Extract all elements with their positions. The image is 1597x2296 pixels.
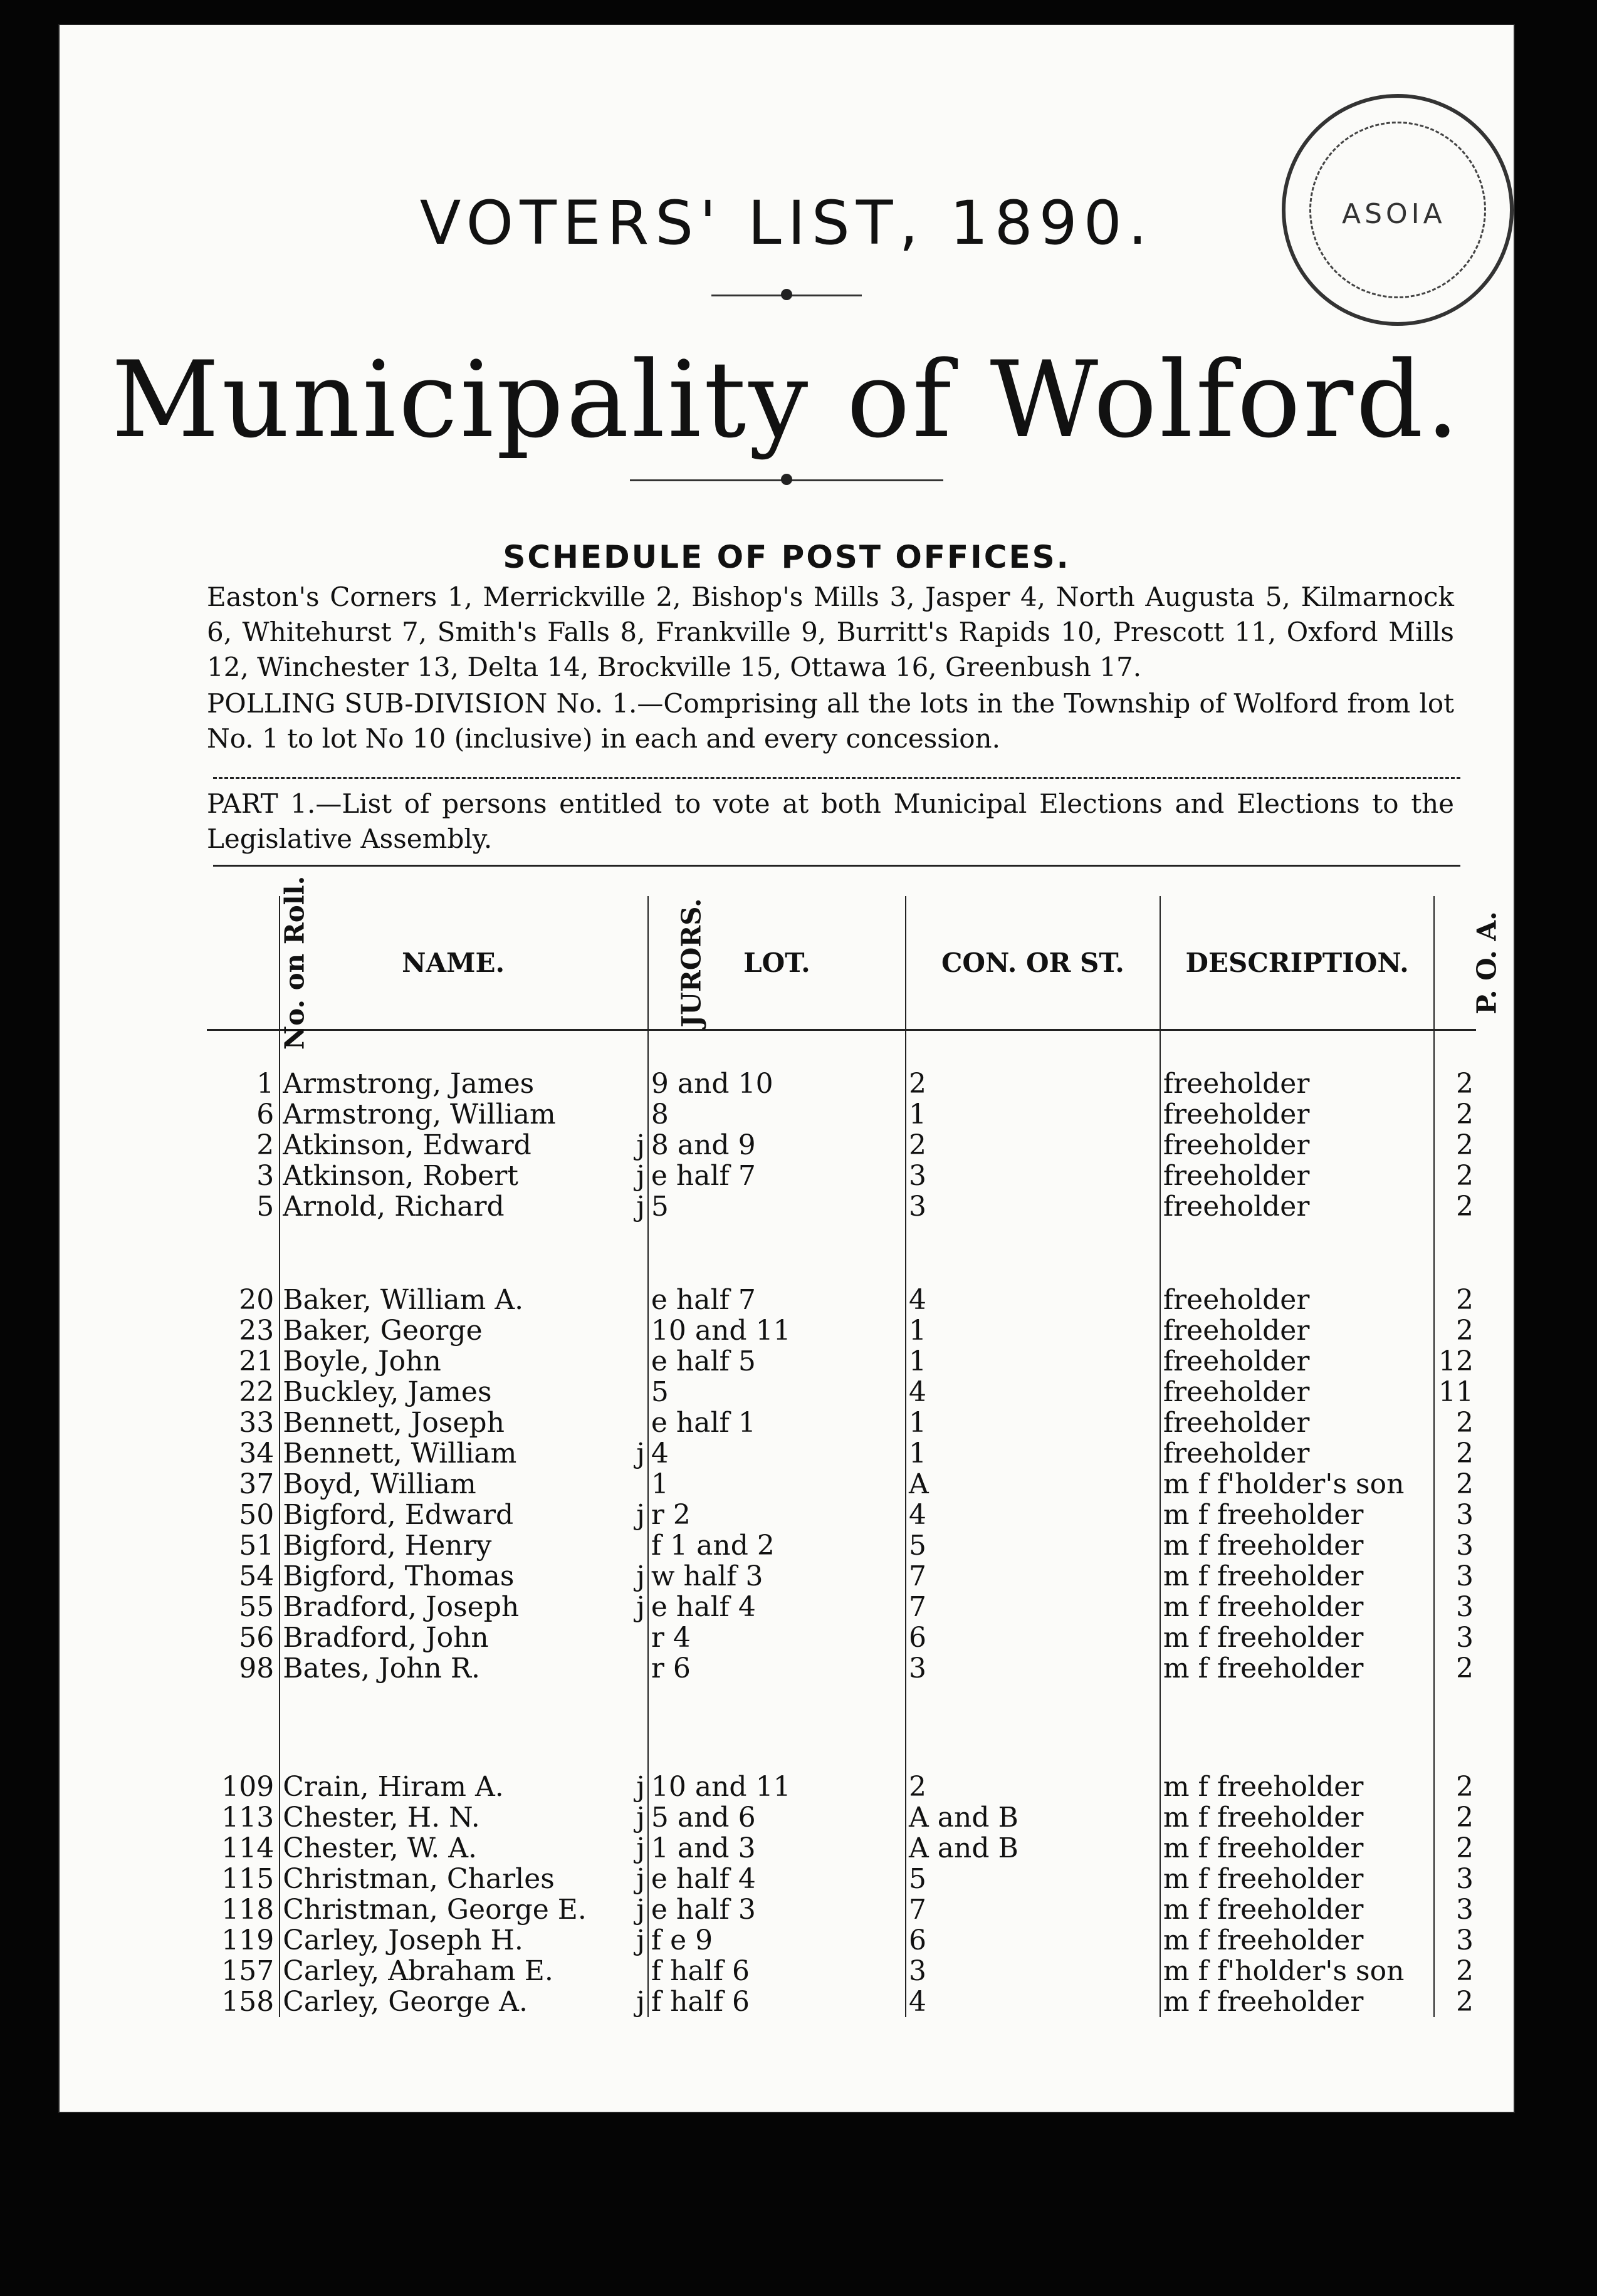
concession-cell: 6: [906, 1925, 1160, 1956]
table-row: [207, 1099, 1476, 1130]
table-row: [207, 1469, 1476, 1500]
post-office-cell: 2: [1456, 1130, 1474, 1161]
concession-cell: 6: [906, 1622, 1160, 1653]
roll-number-cell: 20: [207, 1285, 280, 1315]
description-cell: freeholder: [1160, 1191, 1435, 1222]
concession-cell: 5: [906, 1530, 1160, 1561]
ornament-dot-bottom: [781, 474, 792, 485]
roll-number-cell: 23: [207, 1315, 280, 1346]
concession-cell: 3: [906, 1161, 1160, 1191]
roll-number-cell: 55: [207, 1592, 280, 1622]
post-office-cell: 2: [1456, 1772, 1474, 1802]
voter-name-cell: Carley, George A.: [283, 1986, 528, 2017]
table-row: [207, 1772, 1476, 1802]
group-spacer: [207, 1030, 1476, 1069]
table-row: [207, 1285, 1476, 1315]
juror-mark-cell: j: [626, 1191, 648, 1222]
description-cell: m f freeholder: [1160, 1500, 1435, 1530]
spacer-cell: [906, 1030, 1160, 1069]
description-cell: m f freeholder: [1160, 1592, 1435, 1622]
roll-number-cell: 6: [207, 1099, 280, 1130]
juror-mark-cell: j: [626, 1802, 648, 1833]
description-cell: freeholder: [1160, 1285, 1435, 1315]
table-row: [207, 1925, 1476, 1956]
col-header-no-on-roll: No. on Roll.: [207, 896, 280, 1030]
spacer-cell: [1434, 1222, 1476, 1285]
spacer-cell: [1160, 1222, 1435, 1285]
description-cell: freeholder: [1160, 1407, 1435, 1438]
lot-cell: 8: [648, 1099, 906, 1130]
description-cell: m f freeholder: [1160, 1925, 1435, 1956]
table-row: [207, 1315, 1476, 1346]
post-office-cell: 3: [1456, 1592, 1474, 1622]
table-row: [207, 1864, 1476, 1894]
spacer-cell: [1160, 1030, 1435, 1069]
col-header-jurors: JURORS.: [626, 896, 648, 1030]
description-cell: m f f'holder's son: [1160, 1469, 1435, 1500]
lot-cell: f 1 and 2: [648, 1530, 906, 1561]
post-office-cell: 3: [1456, 1500, 1474, 1530]
lot-cell: f e 9: [648, 1925, 906, 1956]
table-row: [207, 1802, 1476, 1833]
roll-number-cell: 33: [207, 1407, 280, 1438]
concession-cell: 7: [906, 1561, 1160, 1592]
ornament-dot-top: [781, 289, 792, 300]
lot-cell: 1: [648, 1469, 906, 1500]
concession-cell: 1: [906, 1438, 1160, 1469]
post-office-cell: 2: [1456, 1802, 1474, 1833]
table-row: [207, 1377, 1476, 1407]
table-row: [207, 1986, 1476, 2017]
juror-mark-cell: [626, 1956, 648, 1986]
juror-mark-cell: j: [626, 1130, 648, 1161]
roll-number-cell: 114: [207, 1833, 280, 1864]
spacer-cell: [207, 1222, 280, 1285]
spacer-cell: [648, 1684, 906, 1772]
concession-cell: 5: [906, 1864, 1160, 1894]
concession-cell: 7: [906, 1592, 1160, 1622]
concession-cell: 2: [906, 1772, 1160, 1802]
voter-name-cell: Baker, George: [283, 1315, 483, 1346]
juror-mark-cell: [626, 1622, 648, 1653]
voter-name-cell: Boyd, William: [283, 1469, 476, 1500]
table-row: [207, 1653, 1476, 1684]
lot-cell: 4: [648, 1438, 906, 1469]
spacer-cell: [207, 1684, 280, 1772]
table-row: [207, 1561, 1476, 1592]
concession-cell: 3: [906, 1191, 1160, 1222]
concession-cell: 4: [906, 1377, 1160, 1407]
concession-cell: 3: [906, 1653, 1160, 1684]
juror-mark-cell: j: [626, 1894, 648, 1925]
voter-name-cell: Crain, Hiram A.: [283, 1772, 504, 1802]
table-row: [207, 1833, 1476, 1864]
spacer-cell: [280, 1684, 626, 1772]
juror-mark-cell: j: [626, 1561, 648, 1592]
table-top-rule: [213, 865, 1460, 867]
lot-cell: r 4: [648, 1622, 906, 1653]
voter-name-cell: Carley, Abraham E.: [283, 1956, 553, 1986]
roll-number-cell: 22: [207, 1377, 280, 1407]
voters-table: [207, 875, 1503, 2017]
juror-mark-cell: j: [626, 1864, 648, 1894]
voter-name-cell: Boyle, John: [283, 1346, 441, 1377]
roll-number-cell: 118: [207, 1894, 280, 1925]
roll-number-cell: 157: [207, 1956, 280, 1986]
post-office-cell: 2: [1456, 1956, 1474, 1986]
roll-number-cell: 37: [207, 1469, 280, 1500]
table-row: [207, 1068, 1476, 1099]
spacer-cell: [648, 1030, 906, 1069]
description-cell: m f f'holder's son: [1160, 1956, 1435, 1986]
roll-number-cell: 115: [207, 1864, 280, 1894]
roll-number-cell: 5: [207, 1191, 280, 1222]
voter-name-cell: Bigford, Edward: [283, 1500, 514, 1530]
voter-name-cell: Bennett, William: [283, 1438, 517, 1469]
description-cell: freeholder: [1160, 1099, 1435, 1130]
roll-number-cell: 3: [207, 1161, 280, 1191]
description-cell: m f freeholder: [1160, 1622, 1435, 1653]
lot-cell: 5 and 6: [648, 1802, 906, 1833]
lot-cell: r 2: [648, 1500, 906, 1530]
description-cell: m f freeholder: [1160, 1653, 1435, 1684]
juror-mark-cell: [626, 1377, 648, 1407]
description-cell: m f freeholder: [1160, 1530, 1435, 1561]
description-cell: m f freeholder: [1160, 1772, 1435, 1802]
post-office-cell: 3: [1456, 1894, 1474, 1925]
post-office-cell: 3: [1456, 1530, 1474, 1561]
table-row: [207, 1592, 1476, 1622]
roll-number-cell: 158: [207, 1986, 280, 2017]
roll-number-cell: 2: [207, 1130, 280, 1161]
table-row: [207, 1130, 1476, 1161]
lot-cell: 10 and 11: [648, 1772, 906, 1802]
voter-name-cell: Arnold, Richard: [283, 1191, 505, 1222]
voter-name-cell: Atkinson, Robert: [283, 1161, 518, 1191]
description-cell: m f freeholder: [1160, 1894, 1435, 1925]
description-cell: freeholder: [1160, 1315, 1435, 1346]
voter-name-cell: Christman, George E.: [283, 1894, 587, 1925]
post-office-cell: 11: [1438, 1377, 1474, 1407]
col-header-description: DESCRIPTION.: [1160, 896, 1435, 1030]
spacer-cell: [906, 1684, 1160, 1772]
description-cell: m f freeholder: [1160, 1833, 1435, 1864]
table-row: [207, 1407, 1476, 1438]
table-row: [207, 1191, 1476, 1222]
lot-cell: f half 6: [648, 1956, 906, 1986]
post-office-cell: 2: [1456, 1068, 1474, 1099]
table-row: [207, 1956, 1476, 1986]
table-row: [207, 1346, 1476, 1377]
lot-cell: e half 4: [648, 1864, 906, 1894]
table-row: [207, 1500, 1476, 1530]
spacer-cell: [1434, 1684, 1476, 1772]
concession-cell: A and B: [906, 1802, 1160, 1833]
roll-number-cell: 34: [207, 1438, 280, 1469]
voter-name-cell: Bradford, John: [283, 1622, 489, 1653]
lot-cell: e half 4: [648, 1592, 906, 1622]
concession-cell: 4: [906, 1500, 1160, 1530]
juror-mark-cell: j: [626, 1925, 648, 1956]
post-office-cell: 2: [1456, 1099, 1474, 1130]
concession-cell: 1: [906, 1315, 1160, 1346]
juror-mark-cell: j: [626, 1592, 648, 1622]
juror-mark-cell: [626, 1285, 648, 1315]
juror-mark-cell: j: [626, 1986, 648, 2017]
juror-mark-cell: [626, 1469, 648, 1500]
post-office-cell: 2: [1456, 1191, 1474, 1222]
description-cell: freeholder: [1160, 1161, 1435, 1191]
roll-number-cell: 21: [207, 1346, 280, 1377]
divider-rule: [213, 777, 1460, 779]
post-office-cell: 3: [1456, 1864, 1474, 1894]
lot-cell: e half 5: [648, 1346, 906, 1377]
table-row: [207, 1894, 1476, 1925]
voter-name-cell: Chester, H. N.: [283, 1802, 480, 1833]
juror-mark-cell: [626, 1099, 648, 1130]
group-spacer: [207, 1222, 1476, 1285]
lot-cell: e half 1: [648, 1407, 906, 1438]
lot-cell: f half 6: [648, 1986, 906, 2017]
concession-cell: A and B: [906, 1833, 1160, 1864]
post-office-cell: 2: [1456, 1285, 1474, 1315]
voter-name-cell: Bates, John R.: [283, 1653, 480, 1684]
voter-name-cell: Bradford, Joseph: [283, 1592, 520, 1622]
juror-mark-cell: [626, 1407, 648, 1438]
spacer-cell: [1434, 1030, 1476, 1069]
description-cell: m f freeholder: [1160, 1986, 1435, 2017]
polling-subdivision: POLLING SUB-DIVISION No. 1.—Comprising all the lots in the Township of Wolford from lot No. 1 to lot No 10 (inclusive) in each and every concession.: [207, 688, 1454, 754]
col-header-name: NAME.: [280, 896, 626, 1030]
voter-name-cell: Armstrong, James: [283, 1068, 535, 1099]
voter-name-cell: Bigford, Thomas: [283, 1561, 515, 1592]
spacer-cell: [280, 1030, 626, 1069]
col-header-poa: P. O. A.: [1434, 896, 1476, 1030]
lot-cell: r 6: [648, 1653, 906, 1684]
lot-cell: 9 and 10: [648, 1068, 906, 1099]
roll-number-cell: 113: [207, 1802, 280, 1833]
roll-number-cell: 50: [207, 1500, 280, 1530]
lot-cell: e half 7: [648, 1285, 906, 1315]
post-office-cell: 2: [1456, 1161, 1474, 1191]
part-heading: PART 1.—List of persons entitled to vote at both Municipal Elections and Elections to the Legislative Assembly.: [207, 788, 1454, 854]
post-office-cell: 3: [1456, 1622, 1474, 1653]
lot-cell: 5: [648, 1191, 906, 1222]
juror-mark-cell: [626, 1653, 648, 1684]
juror-mark-cell: [626, 1530, 648, 1561]
concession-cell: 4: [906, 1986, 1160, 2017]
concession-cell: 7: [906, 1894, 1160, 1925]
spacer-cell: [906, 1222, 1160, 1285]
lot-cell: 1 and 3: [648, 1833, 906, 1864]
table-row: [207, 1438, 1476, 1469]
roll-number-cell: 1: [207, 1068, 280, 1099]
voter-name-cell: Baker, William A.: [283, 1285, 524, 1315]
description-cell: freeholder: [1160, 1130, 1435, 1161]
description-cell: m f freeholder: [1160, 1802, 1435, 1833]
roll-number-cell: 98: [207, 1653, 280, 1684]
post-office-cell: 2: [1456, 1469, 1474, 1500]
voter-name-cell: Buckley, James: [283, 1377, 492, 1407]
document-page: [60, 25, 1514, 2112]
table-row: [207, 1161, 1476, 1191]
juror-mark-cell: j: [626, 1500, 648, 1530]
description-cell: freeholder: [1160, 1068, 1435, 1099]
post-office-cell: 2: [1456, 1653, 1474, 1684]
juror-mark-cell: [626, 1068, 648, 1099]
lot-cell: 8 and 9: [648, 1130, 906, 1161]
lot-cell: 10 and 11: [648, 1315, 906, 1346]
description-cell: freeholder: [1160, 1346, 1435, 1377]
description-cell: m f freeholder: [1160, 1561, 1435, 1592]
voter-name-cell: Atkinson, Edward: [283, 1130, 531, 1161]
description-cell: freeholder: [1160, 1377, 1435, 1407]
post-office-cell: 2: [1456, 1986, 1474, 2017]
municipality-title: Municipality of Wolford.: [111, 338, 1462, 461]
spacer-cell: [1160, 1684, 1435, 1772]
spacer-cell: [626, 1030, 648, 1069]
voter-name-cell: Chester, W. A.: [283, 1833, 478, 1864]
table-row: [207, 1622, 1476, 1653]
concession-cell: 4: [906, 1285, 1160, 1315]
juror-mark-cell: [626, 1346, 648, 1377]
concession-cell: 2: [906, 1068, 1160, 1099]
concession-cell: 1: [906, 1346, 1160, 1377]
post-offices-list: Easton's Corners 1, Merrickville 2, Bishop's Mills 3, Jasper 4, North Augusta 5, Kilmarnock 6, Whitehurst 7, Smith's Falls 8, Frankville 9, Burritt's Rapids 10, Prescott 11, Oxford Mills 12, Winchester 13, Delta 14, Brockville 15, Ottawa 16, Greenbush 17.: [207, 582, 1454, 682]
post-office-cell: 2: [1456, 1438, 1474, 1469]
spacer-cell: [626, 1684, 648, 1772]
post-office-cell: 2: [1456, 1315, 1474, 1346]
table-header-row: [207, 896, 1476, 1030]
concession-cell: 1: [906, 1099, 1160, 1130]
spacer-cell: [280, 1222, 626, 1285]
roll-number-cell: 119: [207, 1925, 280, 1956]
table-row: [207, 1530, 1476, 1561]
post-office-cell: 3: [1456, 1925, 1474, 1956]
concession-cell: 1: [906, 1407, 1160, 1438]
spacer-cell: [626, 1222, 648, 1285]
juror-mark-cell: j: [626, 1833, 648, 1864]
voters-table-body: [207, 1030, 1476, 2018]
roll-number-cell: 56: [207, 1622, 280, 1653]
roll-number-cell: 109: [207, 1772, 280, 1802]
juror-mark-cell: j: [626, 1161, 648, 1191]
roll-number-cell: 54: [207, 1561, 280, 1592]
col-header-lot: LOT.: [648, 896, 906, 1030]
post-office-cell: 2: [1456, 1833, 1474, 1864]
post-office-cell: 3: [1456, 1561, 1474, 1592]
lot-cell: e half 3: [648, 1894, 906, 1925]
document-title: VOTERS' LIST, 1890.: [419, 188, 1154, 258]
stamp-text: ASOIA: [1342, 198, 1446, 230]
post-office-cell: 12: [1438, 1346, 1474, 1377]
spacer-cell: [648, 1222, 906, 1285]
juror-mark-cell: [626, 1315, 648, 1346]
group-spacer: [207, 1684, 1476, 1772]
description-cell: freeholder: [1160, 1438, 1435, 1469]
concession-cell: 3: [906, 1956, 1160, 1986]
concession-cell: A: [906, 1469, 1160, 1500]
lot-cell: w half 3: [648, 1561, 906, 1592]
juror-mark-cell: j: [626, 1438, 648, 1469]
voter-name-cell: Armstrong, William: [283, 1099, 556, 1130]
voter-name-cell: Bennett, Joseph: [283, 1407, 505, 1438]
lot-cell: 5: [648, 1377, 906, 1407]
schedule-title: SCHEDULE OF POST OFFICES.: [503, 539, 1071, 575]
voter-name-cell: Carley, Joseph H.: [283, 1925, 523, 1956]
lot-cell: e half 7: [648, 1161, 906, 1191]
col-header-con-or-st: CON. OR ST.: [906, 896, 1160, 1030]
voter-name-cell: Christman, Charles: [283, 1864, 555, 1894]
post-office-cell: 2: [1456, 1407, 1474, 1438]
juror-mark-cell: j: [626, 1772, 648, 1802]
description-cell: m f freeholder: [1160, 1864, 1435, 1894]
spacer-cell: [207, 1030, 280, 1069]
voter-name-cell: Bigford, Henry: [283, 1530, 492, 1561]
roll-number-cell: 51: [207, 1530, 280, 1561]
concession-cell: 2: [906, 1130, 1160, 1161]
